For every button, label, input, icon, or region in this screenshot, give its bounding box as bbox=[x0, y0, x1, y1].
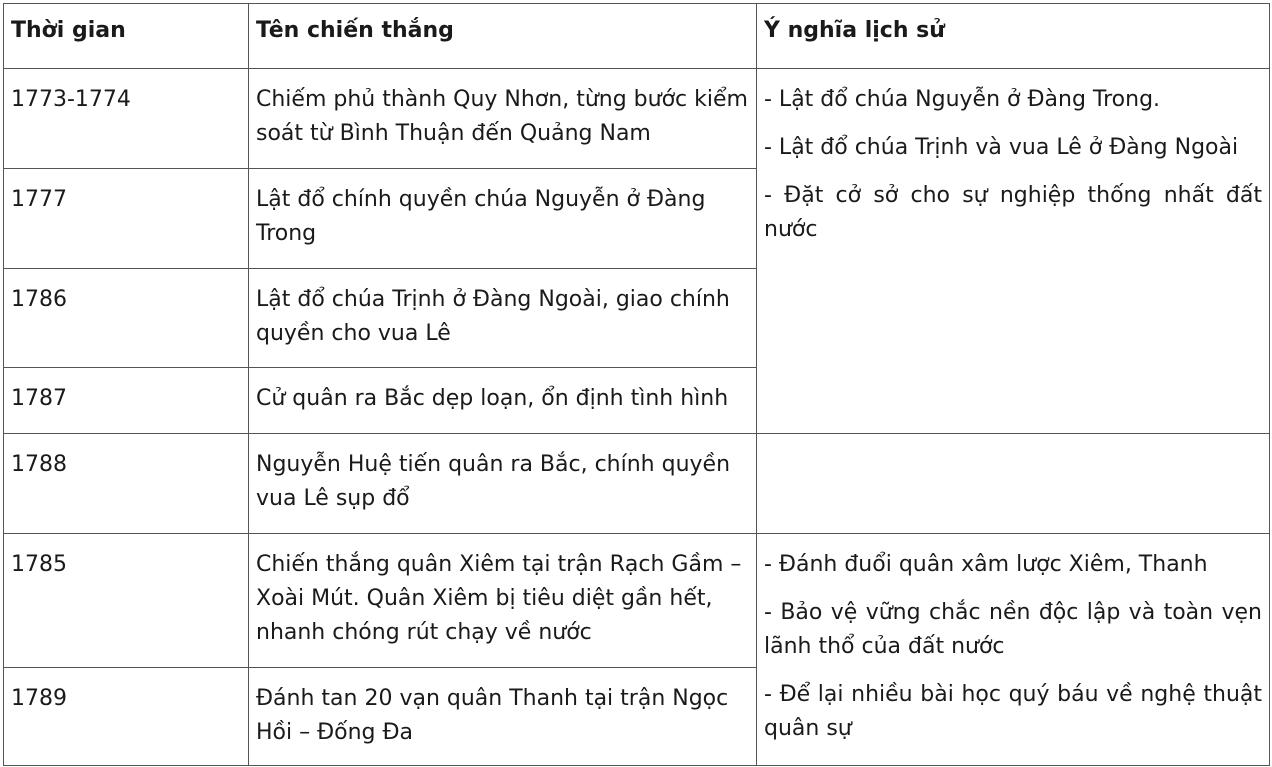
header-victory: Tên chiến thắng bbox=[249, 4, 757, 69]
time-cell: 1787 bbox=[4, 368, 249, 434]
table-row bbox=[4, 534, 1270, 668]
victory-cell: Lật đổ chính quyền chúa Nguyễn ở Đàng Trong bbox=[249, 169, 757, 269]
time-cell: 1777 bbox=[4, 169, 249, 269]
meaning-cell-group-1 bbox=[757, 69, 1270, 434]
time-cell: 1773-1774 bbox=[4, 69, 249, 169]
time-cell: 1785 bbox=[4, 534, 249, 668]
victory-cell: Chiến thắng quân Xiêm tại trận Rạch Gầm – Xoài Mút. Quân Xiêm bị tiêu diệt gần hết, nhanh chóng rút chạy về nước bbox=[249, 534, 757, 668]
table-row bbox=[4, 69, 1270, 169]
victory-cell: Nguyễn Huệ tiến quân ra Bắc, chính quyền vua Lê sụp đổ bbox=[249, 434, 757, 534]
meaning-cell-group-2 bbox=[757, 434, 1270, 534]
meaning-item: - Lật đổ chúa Trịnh và vua Lê ở Đàng Ngoài bbox=[764, 135, 1239, 160]
meaning-item: - Đánh đuổi quân xâm lược Xiêm, Thanh bbox=[764, 552, 1208, 577]
meaning-item: - Để lại nhiều bài học quý báu về nghệ thuật quân sự bbox=[764, 682, 1262, 741]
header-time: Thời gian bbox=[4, 4, 249, 69]
time-cell: 1786 bbox=[4, 269, 249, 368]
meaning-cell-group-3 bbox=[757, 534, 1270, 766]
victory-cell: Cử quân ra Bắc dẹp loạn, ổn định tình hình bbox=[249, 368, 757, 434]
time-cell: 1789 bbox=[4, 668, 249, 766]
victory-cell: Lật đổ chúa Trịnh ở Đàng Ngoài, giao chính quyền cho vua Lê bbox=[249, 269, 757, 368]
header-row bbox=[4, 4, 1270, 69]
meaning-item: - Bảo vệ vững chắc nền độc lập và toàn vẹn lãnh thổ của đất nước bbox=[764, 600, 1262, 659]
time-cell: 1788 bbox=[4, 434, 249, 534]
victory-cell: Đánh tan 20 vạn quân Thanh tại trận Ngọc Hồi – Đống Đa bbox=[249, 668, 757, 766]
victory-cell: Chiếm phủ thành Quy Nhơn, từng bước kiểm soát từ Bình Thuận đến Quảng Nam bbox=[249, 69, 757, 169]
header-meaning: Ý nghĩa lịch sử bbox=[757, 4, 1270, 69]
meaning-item: - Đặt cở sở cho sự nghiệp thống nhất đất nước bbox=[764, 183, 1262, 242]
meaning-item: - Lật đổ chúa Nguyễn ở Đàng Trong. bbox=[764, 87, 1161, 112]
history-table bbox=[3, 3, 1270, 766]
table-row bbox=[4, 434, 1270, 534]
